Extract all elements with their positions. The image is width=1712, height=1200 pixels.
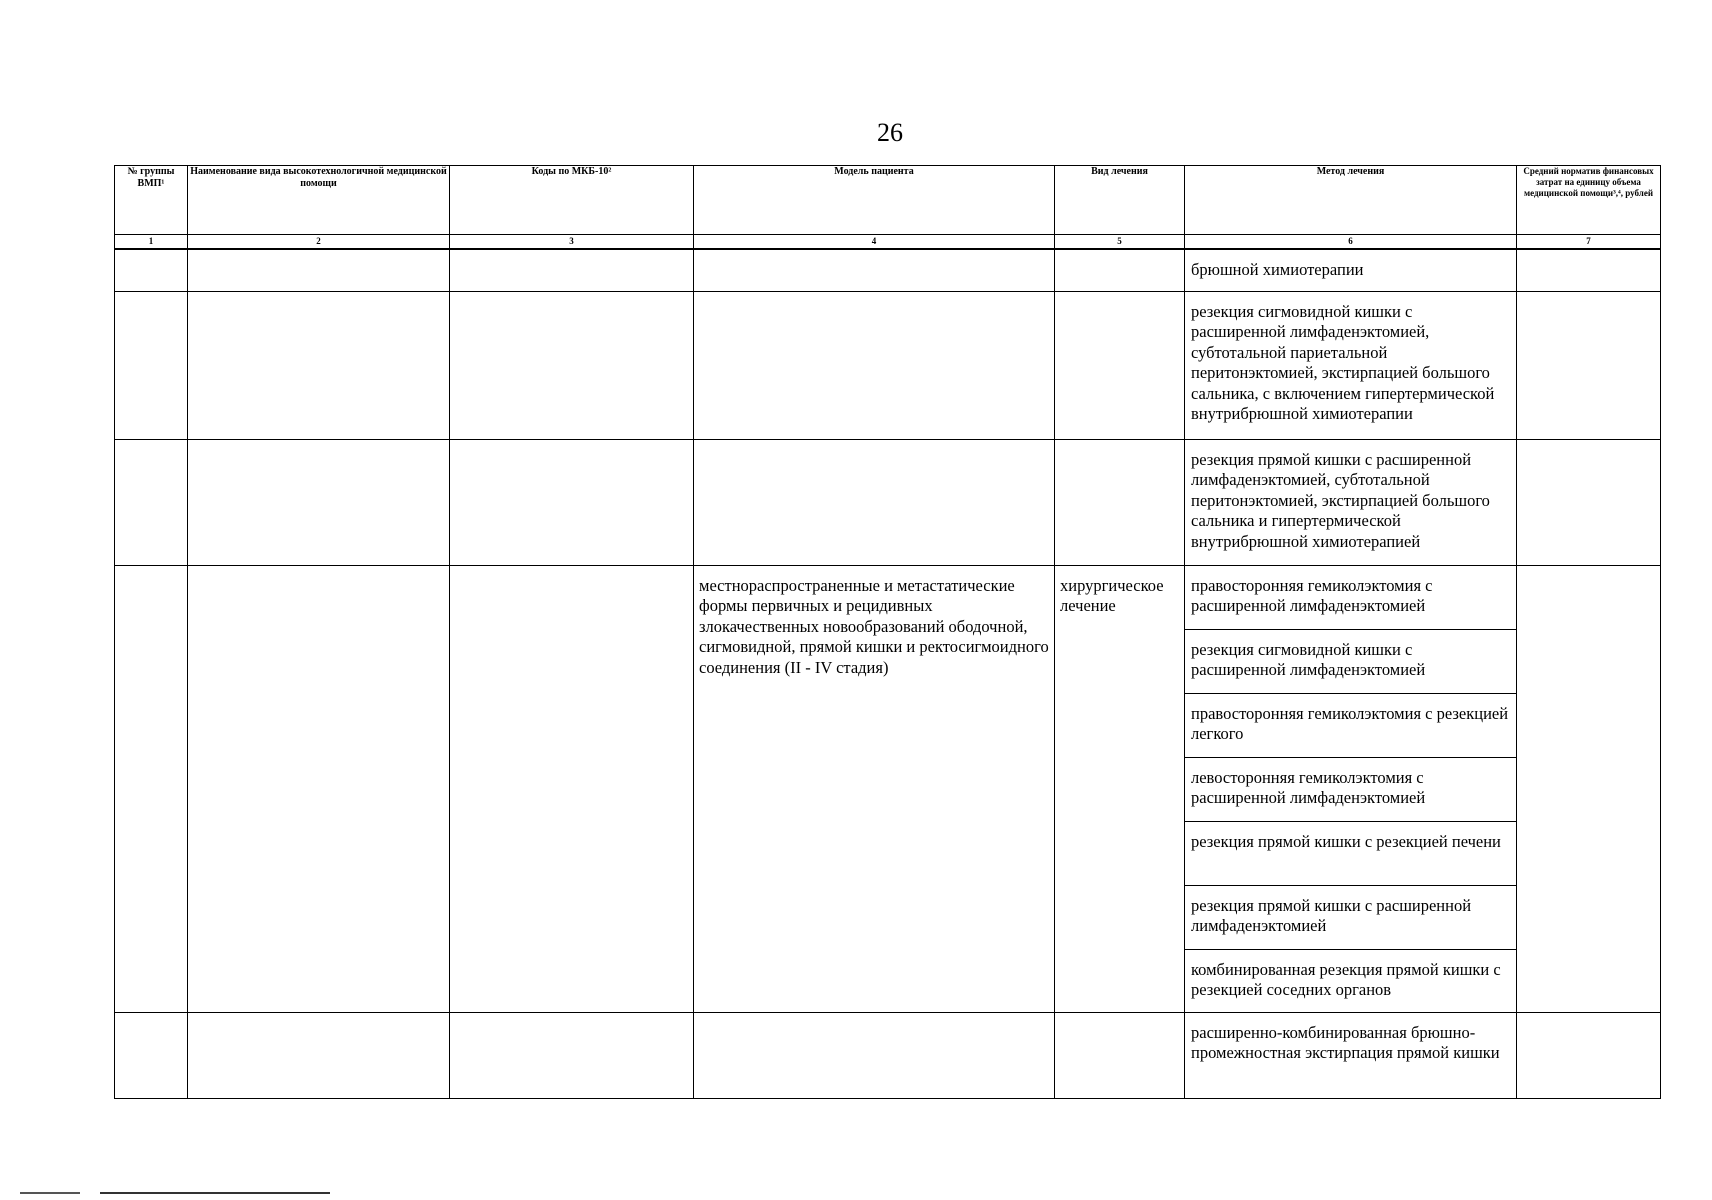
table-row	[115, 249, 1661, 291]
scan-artifact-line	[100, 1192, 330, 1194]
method-text: левосторонняя гемиколэктомия с расширенной лимфаденэктомией	[1191, 767, 1426, 807]
method-text: брюшной химиотерапии	[1191, 260, 1364, 279]
method-text: резекция прямой кишки с резекцией печени	[1191, 831, 1501, 851]
method-text: комбинированная резекция прямой кишки с резекцией соседних органов	[1191, 959, 1501, 999]
scan-artifact-line	[20, 1192, 80, 1194]
method-text: расширенно-комбинированная брюшно-промежностная экстирпация прямой кишки	[1191, 1022, 1500, 1062]
method-text: резекция сигмовидной кишки с расширенной лимфаденэктомией, субтотальной париетальной перитонэктомией, экстирпацией большого сальника, с включением гипертермической внутрибрюшной химиотерапии	[1191, 301, 1495, 423]
column-number: 1	[115, 235, 188, 250]
header-row	[115, 166, 1661, 235]
header-treatment-method: Метод лечения	[1185, 166, 1517, 235]
method-subcell	[1185, 694, 1516, 758]
method-subcell	[1185, 630, 1516, 694]
column-number: 7	[1517, 235, 1661, 250]
header-group-number: № группы ВМП¹	[115, 166, 188, 235]
method-subcell	[1185, 950, 1516, 1012]
header-icd-codes: Коды по МКБ-10²	[450, 166, 694, 235]
method-text: резекция прямой кишки с расширенной лимфаденэктомией, субтотальной перитонэктомией, экстирпацией большого сальника и гипертермической внутрибрюшной химиотерапией	[1191, 449, 1490, 551]
method-cell	[1185, 439, 1517, 565]
column-number: 3	[450, 235, 694, 250]
column-number: 2	[188, 235, 450, 250]
table-row	[115, 439, 1661, 565]
page-number: 26	[877, 118, 903, 147]
patient-model-text: местнораспространенные и метастатические формы первичных и рецидивных злокачественных новообразований ободочной, сигмовидной, прямой кишки и ректосигмоидного соединения (II - IV стадия)	[699, 575, 1049, 677]
column-number-row	[115, 235, 1661, 250]
method-subcell	[1185, 566, 1516, 630]
table-row	[115, 291, 1661, 439]
header-treatment-type: Вид лечения	[1055, 166, 1185, 235]
treatment-type-text: хирургическое лечение	[1060, 575, 1164, 615]
header-cost-standard: Средний норматив финансовых затрат на единицу объема медицинской помощи³,⁴, рублей	[1517, 166, 1661, 235]
method-text: резекция прямой кишки с расширенной лимфаденэктомией	[1191, 895, 1472, 935]
header-care-type: Наименование вида высокотехнологичной медицинской помощи	[188, 166, 450, 235]
method-text: правосторонняя гемиколэктомия с резекцией легкого	[1191, 703, 1509, 743]
header-patient-model: Модель пациента	[694, 166, 1055, 235]
column-number: 5	[1055, 235, 1185, 250]
vmp-table	[114, 165, 1661, 1099]
method-cell	[1185, 249, 1517, 291]
patient-model-cell	[694, 565, 1055, 1012]
method-cell	[1185, 1012, 1517, 1098]
treatment-type-cell	[1055, 565, 1185, 1012]
method-cell	[1185, 565, 1517, 1012]
method-cell	[1185, 291, 1517, 439]
column-number: 6	[1185, 235, 1517, 250]
method-text: резекция сигмовидной кишки с расширенной лимфаденэктомией	[1191, 639, 1426, 679]
method-subcell	[1185, 758, 1516, 822]
method-subcell	[1185, 822, 1516, 886]
column-number: 4	[694, 235, 1055, 250]
table-row	[115, 565, 1661, 1012]
method-text: правосторонняя гемиколэктомия с расширенной лимфаденэктомией	[1191, 575, 1433, 615]
table-row	[115, 1012, 1661, 1098]
method-subcell	[1185, 886, 1516, 950]
